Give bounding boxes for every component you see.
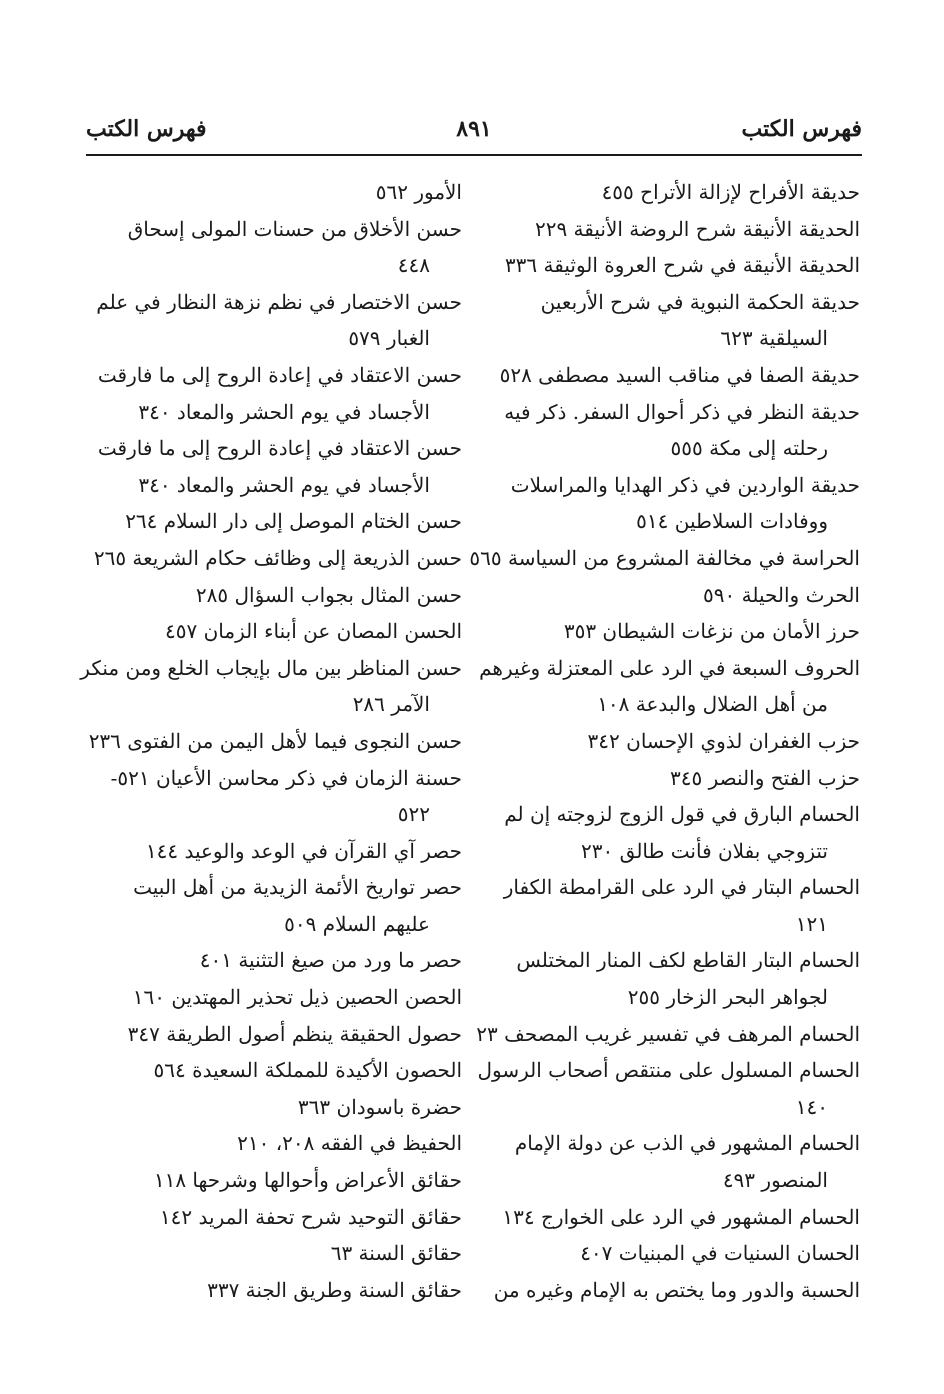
index-entry-title: حقائق السنة ٦٣: [330, 1241, 462, 1266]
index-entry-continuation: الأجساد في يوم الحشر والمعاد ٣٤٠: [138, 472, 430, 497]
index-entry-title: الحسن المصان عن أبناء الزمان ٤٥٧: [165, 619, 462, 644]
index-entry: [76, 1272, 462, 1309]
index-entry-title: الحراسة في مخالفة المشروع من السياسة ٥٦٥: [469, 545, 860, 570]
index-entry-title: حسن الاعتقاد في إعادة الروح إلى ما فارقت: [97, 362, 462, 387]
index-entry-title: الحصون الأكيدة للمملكة السعيدة ٥٦٤: [153, 1058, 462, 1083]
index-entry: [76, 979, 462, 1016]
index-entry-title: حقائق السنة وطريق الجنة ٣٣٧: [207, 1277, 462, 1302]
index-entry-title: حسن الاعتقاد في إعادة الروح إلى ما فارقت: [97, 436, 462, 461]
index-entry-title: حسن الذريعة إلى وظائف حكام الشريعة ٢٦٥: [93, 545, 462, 570]
index-entry-continuation: السيلقية ٦٢٣: [720, 326, 828, 351]
index-column-right: [469, 174, 860, 1308]
index-entry-continuation: ١٢١: [795, 911, 828, 936]
index-entry: [474, 1272, 860, 1309]
index-entry: [76, 430, 462, 503]
index-entry-title: حزب الفتح والنصر ٣٤٥: [670, 765, 860, 790]
index-entry: [76, 1125, 462, 1162]
header-title-right: فهرس الكتب: [741, 116, 862, 142]
index-entry-title: الحسام البتار في الرد على القرامطة الكفار: [503, 875, 860, 900]
index-entry-title: الحسام المشهور في الرد على الخوارج ١٣٤: [502, 1204, 860, 1229]
index-entry-continuation: عليهم السلام ٥٠٩: [284, 911, 430, 936]
index-entry-title: حسن الختام الموصل إلى دار السلام ٢٦٤: [125, 509, 462, 534]
index-entry-title: الحسام المسلول على منتقص أصحاب الرسول: [477, 1058, 860, 1083]
index-entry: [474, 247, 860, 284]
index-entry-continuation: الأجساد في يوم الحشر والمعاد ٣٤٠: [138, 399, 430, 424]
index-entry-title: الحديقة الأنيقة شرح الروضة الأنيقة ٢٢٩: [534, 216, 860, 241]
index-entry-title: الحسان السنيات في المبنيات ٤٠٧: [580, 1241, 860, 1266]
index-entry: [76, 723, 462, 760]
index-entry: [76, 577, 462, 614]
index-entry-title: حسن المثال بجواب السؤال ٢٨٥: [195, 582, 462, 607]
index-entry-title: حرز الأمان من نزغات الشيطان ٣٥٣: [563, 619, 860, 644]
index-entry-continuation: ٥٢٢: [397, 802, 430, 827]
index-entry: [76, 650, 462, 723]
index-entry-title: الحديقة الأنيقة في شرح العروة الوثيقة ٣٣٦: [504, 253, 860, 278]
index-entry-title: حديقة الواردين في ذكر الهدايا والمراسلات: [510, 472, 860, 497]
running-header: [86, 114, 862, 156]
index-entry: [474, 577, 860, 614]
index-entry: [469, 540, 860, 577]
index-entry: [474, 284, 860, 357]
header-title-left: فهرس الكتب: [86, 116, 207, 142]
index-entry-title: الحسبة والدور وما يختص به الإمام وغيره من: [493, 1277, 860, 1302]
index-entry-title: الحسام المرهف في تفسير غريب المصحف ٢٣: [476, 1021, 860, 1046]
index-entry: [76, 1052, 462, 1089]
index-entry-title: حصر آي القرآن في الوعد والوعيد ١٤٤: [145, 838, 462, 863]
index-entry-title: حصول الحقيقة ينظم أصول الطريقة ٣٤٧: [127, 1021, 462, 1046]
index-entry-continuation: ووفادات السلاطين ٥١٤: [636, 509, 828, 534]
index-entry-title: حسن الأخلاق من حسنات المولى إسحاق: [127, 216, 462, 241]
index-entry: [76, 613, 462, 650]
index-entry: [76, 1235, 462, 1272]
index-entry-continuation: الآمر ٢٨٦: [352, 692, 430, 717]
index-entry-title: حديقة الصفا في مناقب السيد مصطفى ٥٢٨: [499, 362, 860, 387]
index-entry-continuation: لجواهر البحر الزخار ٢٥٥: [627, 985, 828, 1010]
index-entry: [474, 796, 860, 869]
index-entry-title: حقائق التوحيد شرح تحفة المريد ١٤٢: [159, 1204, 462, 1229]
page-number: ٨٩١: [456, 116, 492, 142]
index-entry-continuation: ٤٤٨: [397, 253, 430, 278]
index-entry: [76, 1016, 462, 1053]
index-entry-title: حديقة الحكمة النبوية في شرح الأربعين: [540, 289, 860, 314]
index-entry: [76, 1162, 462, 1199]
index-entry-continuation: الغبار ٥٧٩: [348, 326, 430, 351]
index-entry: [76, 284, 462, 357]
index-entry: [474, 1199, 860, 1236]
index-entry: [76, 833, 462, 870]
index-entry: [474, 613, 860, 650]
index-entry: [474, 174, 860, 211]
index-entry-title: الحسام المشهور في الذب عن دولة الإمام: [514, 1131, 860, 1156]
index-entry: [76, 869, 462, 942]
index-entry-continuation: رحلته إلى مكة ٥٥٥: [670, 436, 828, 461]
index-entry-title: الحسام البارق في قول الزوج لزوجته إن لم: [504, 802, 860, 827]
index-entry-title: الحروف السبعة في الرد على المعتزلة وغيرهم: [479, 655, 860, 680]
index-entry: [76, 760, 462, 833]
index-entry: [474, 1052, 860, 1125]
index-entry: [474, 650, 860, 723]
index-entry-title: الحصن الحصين ذيل تحذير المهتدين ١٦٠: [132, 985, 462, 1010]
index-entry: [474, 942, 860, 1015]
index-entry-continuation: تتزوجي بفلان فأنت طالق ٢٣٠: [581, 838, 828, 863]
index-entry: [474, 394, 860, 467]
index-entry: [474, 1235, 860, 1272]
index-entry-title: حسن النجوى فيما لأهل اليمن من الفتوى ٢٣٦: [88, 728, 462, 753]
index-entry: [474, 1016, 860, 1053]
index-entry: [474, 760, 860, 797]
index-entry: [76, 540, 462, 577]
index-column-left: [76, 174, 462, 1308]
index-entry-continuation: من أهل الضلال والبدعة ١٠٨: [597, 692, 828, 717]
index-entry-title: حقائق الأعراض وأحوالها وشرحها ١١٨: [153, 1168, 462, 1193]
index-entry: [76, 942, 462, 979]
index-entry-title: الحرث والحيلة ٥٩٠: [703, 582, 860, 607]
index-entry: [76, 211, 462, 284]
index-entry-title: حسنة الزمان في ذكر محاسن الأعيان ٥٢١-: [110, 765, 462, 790]
index-entry-title: حسن المناظر بين مال بإيجاب الخلع ومن منكر: [80, 655, 462, 680]
index-entry: [76, 357, 462, 430]
index-entry: [474, 1125, 860, 1198]
index-entry: [474, 723, 860, 760]
index-entry: [474, 869, 860, 942]
index-entry-title: حسن الاختصار في نظم نزهة النظار في علم: [96, 289, 462, 314]
index-entry: [474, 467, 860, 540]
index-entry-continuation: المنصور ٤٩٣: [722, 1168, 828, 1193]
index-entry-continuation: ١٤٠: [795, 1094, 828, 1119]
index-entry-title: حصر تواريخ الأئمة الزيدية من أهل البيت: [133, 875, 462, 900]
index-entry-title: حصر ما ورد من صيغ التثنية ٤٠١: [199, 948, 462, 973]
index-entry: [474, 357, 860, 394]
index-entry-title: الحسام البتار القاطع لكف المنار المختلس: [516, 948, 860, 973]
index-entry-title: حديقة النظر في ذكر أحوال السفر. ذكر فيه: [504, 399, 860, 424]
index-entry: [76, 503, 462, 540]
index-entry-title: الأمور ٥٦٢: [375, 180, 462, 204]
index-entry: [76, 174, 462, 211]
index-entry: [76, 1199, 462, 1236]
index-entry-title: حديقة الأفراح لإزالة الأتراح ٤٥٥: [601, 180, 860, 204]
index-entry-title: الحفيظ في الفقه ٢٠٨، ٢١٠: [237, 1131, 462, 1156]
index-entry-title: حضرة باسودان ٣٦٣: [297, 1094, 462, 1119]
index-entry-title: حزب الغفران لذوي الإحسان ٣٤٢: [587, 728, 860, 753]
index-entry: [76, 1089, 462, 1126]
index-entry: [474, 211, 860, 248]
